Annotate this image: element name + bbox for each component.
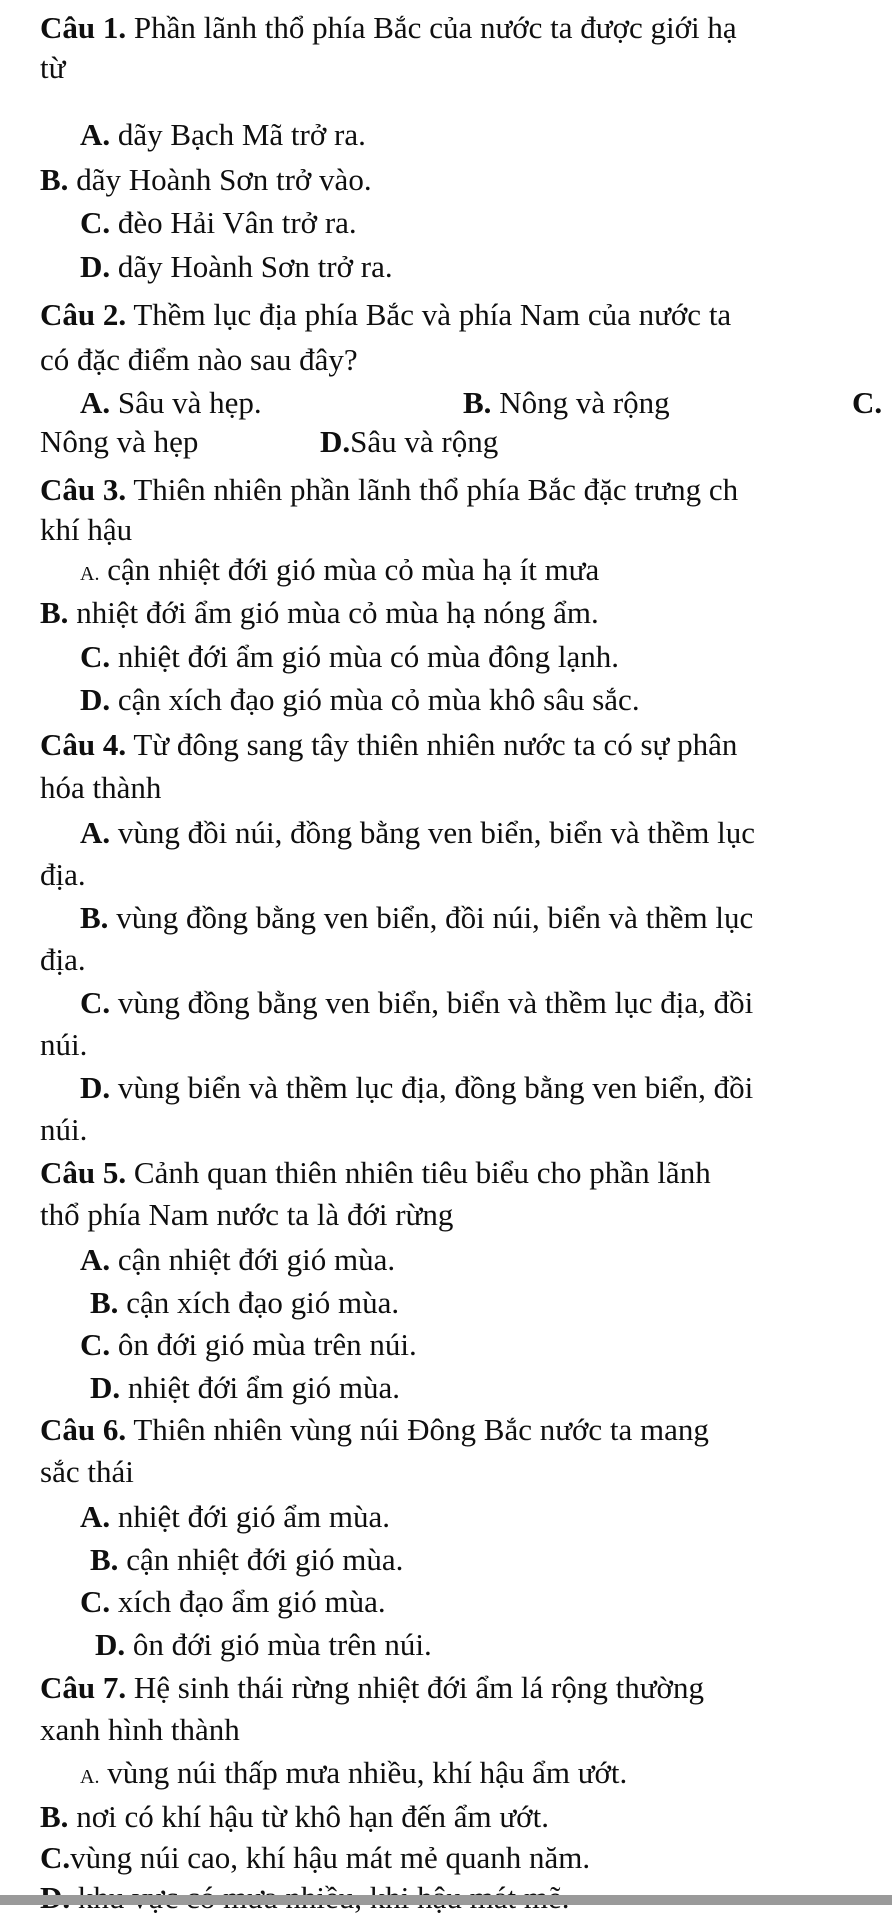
question-6-stem-line-1: Câu 6. Thiên nhiên vùng núi Đông Bắc nước ta mang <box>40 1412 709 1447</box>
question-6-label: Câu 6. <box>40 1412 127 1447</box>
question-4-label: Câu 4. <box>40 727 127 762</box>
question-4-option-d: D. vùng biển và thềm lục địa, đồng bằng ven biển, đồi <box>80 1070 754 1105</box>
question-4-option-a: A. vùng đồi núi, đồng bằng ven biển, biển và thềm lục <box>80 815 755 850</box>
question-2-option-d: D.Sâu và rộng <box>320 424 499 459</box>
question-5-option-d: D. nhiệt đới ẩm gió mùa. <box>90 1370 400 1405</box>
question-1-option-c: C. đèo Hải Vân trở ra. <box>80 205 357 240</box>
question-3-label: Câu 3. <box>40 472 127 507</box>
question-6-option-a: A. nhiệt đới gió ẩm mùa. <box>80 1499 390 1534</box>
question-2-option-c-text: Nông và hẹp <box>40 424 199 459</box>
question-1-option-d: D. dãy Hoành Sơn trở ra. <box>80 249 393 284</box>
question-6-option-c: C. xích đạo ẩm gió mùa. <box>80 1584 386 1619</box>
question-6-option-d: D. ôn đới gió mùa trên núi. <box>95 1627 432 1662</box>
question-4-stem-line-1: Câu 4. Từ đông sang tây thiên nhiên nước ta có sự phân <box>40 727 738 762</box>
question-6-option-b: B. cận nhiệt đới gió mùa. <box>90 1542 404 1577</box>
question-4-option-d-cont: núi. <box>40 1112 88 1147</box>
question-7-option-b: B. nơi có khí hậu từ khô hạn đến ẩm ướt. <box>40 1799 549 1834</box>
bottom-edge-bar <box>0 1895 892 1905</box>
question-2-label: Câu 2. <box>40 297 127 332</box>
question-2-option-c-label: C. <box>852 385 883 420</box>
question-1-label: Câu 1. <box>40 10 127 45</box>
question-4-option-c: C. vùng đồng bằng ven biển, biển và thềm lục địa, đồi <box>80 985 754 1020</box>
question-4-option-a-cont: địa. <box>40 857 86 892</box>
question-7-stem-line-2: xanh hình thành <box>40 1712 240 1747</box>
question-4-option-b: B. vùng đồng bằng ven biển, đồi núi, biển và thềm lục <box>80 900 754 935</box>
question-4-option-c-cont: núi. <box>40 1027 88 1062</box>
question-5-option-c: C. ôn đới gió mùa trên núi. <box>80 1327 417 1362</box>
question-1-stem-line-2: từ <box>40 50 66 85</box>
question-5-label: Câu 5. <box>40 1155 127 1190</box>
question-2-option-a: A. Sâu và hẹp. <box>80 385 262 420</box>
question-5-option-a: A. cận nhiệt đới gió mùa. <box>80 1242 396 1277</box>
question-7-option-a: A. vùng núi thấp mưa nhiều, khí hậu ẩm ướt. <box>80 1755 628 1790</box>
question-6-stem-line-2: sắc thái <box>40 1454 134 1489</box>
question-2-stem-line-1: Câu 2. Thềm lục địa phía Bắc và phía Nam của nước ta <box>40 297 732 332</box>
question-3-option-d: D. cận xích đạo gió mùa cỏ mùa khô sâu sắc. <box>80 682 640 717</box>
question-1-option-b: B. dãy Hoành Sơn trở vào. <box>40 162 372 197</box>
question-7-stem-line-1: Câu 7. Hệ sinh thái rừng nhiệt đới ẩm lá rộng thường <box>40 1670 704 1705</box>
question-2-stem-line-2: có đặc điểm nào sau đây? <box>40 342 358 377</box>
question-5-option-b: B. cận xích đạo gió mùa. <box>90 1285 400 1320</box>
question-1-option-a: A. dãy Bạch Mã trở ra. <box>80 117 366 152</box>
question-2-option-b: B. Nông và rộng <box>463 385 670 420</box>
question-7-label: Câu 7. <box>40 1670 127 1705</box>
question-3-option-c: C. nhiệt đới ẩm gió mùa có mùa đông lạnh. <box>80 639 619 674</box>
question-4-stem-line-2: hóa thành <box>40 770 162 805</box>
question-1-stem-text: Phần lãnh thổ phía Bắc của nước ta được giới hạ <box>126 10 737 45</box>
question-3-option-b: B. nhiệt đới ẩm gió mùa cỏ mùa hạ nóng ẩm. <box>40 595 599 630</box>
question-7-option-c: C.vùng núi cao, khí hậu mát mẻ quanh năm. <box>40 1840 591 1875</box>
question-1-stem-line-1 <box>40 8 737 48</box>
question-3-stem-line-1: Câu 3. Thiên nhiên phần lãnh thổ phía Bắc đặc trưng ch <box>40 472 739 507</box>
question-3-stem-line-2: khí hậu <box>40 512 133 547</box>
question-3-option-a: A. cận nhiệt đới gió mùa cỏ mùa hạ ít mưa <box>80 552 600 587</box>
question-5-stem-line-1: Câu 5. Cảnh quan thiên nhiên tiêu biểu cho phần lãnh <box>40 1155 711 1190</box>
question-4-option-b-cont: địa. <box>40 942 86 977</box>
question-5-stem-line-2: thổ phía Nam nước ta là đới rừng <box>40 1197 454 1232</box>
